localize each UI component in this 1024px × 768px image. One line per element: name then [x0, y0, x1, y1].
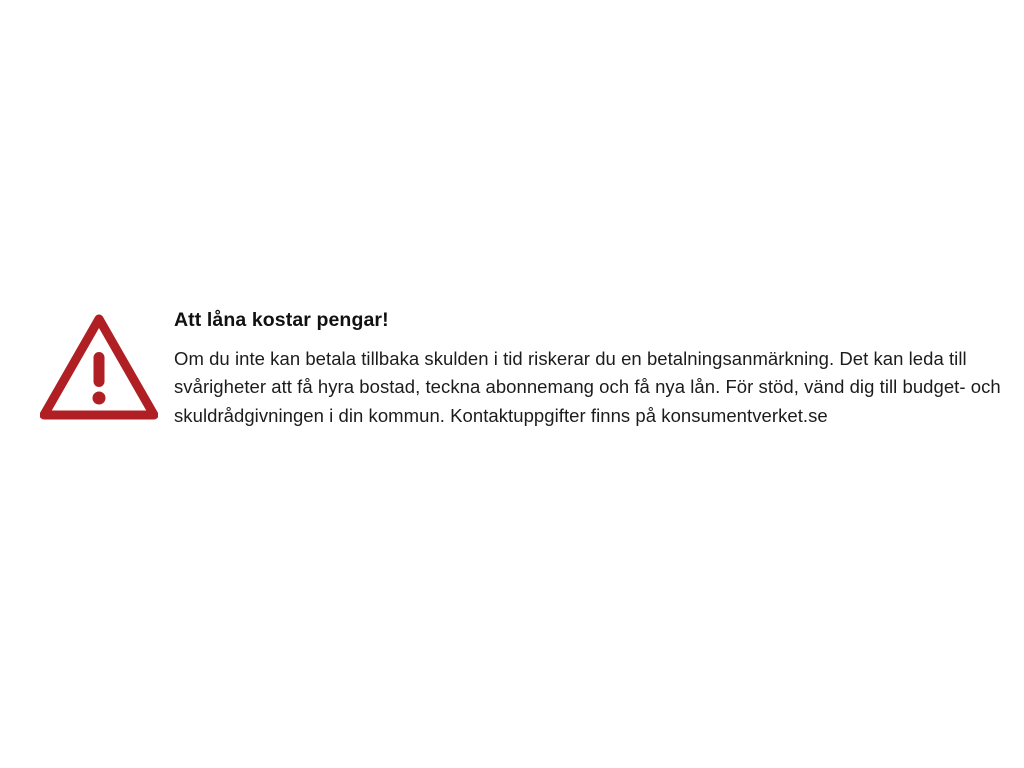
notice-body	[174, 300, 1014, 430]
warning-icon-container	[24, 300, 174, 420]
notice-heading: Att låna kostar pengar!	[174, 309, 389, 331]
warning-triangle-icon	[40, 314, 158, 420]
warning-notice	[24, 300, 1014, 430]
notice-text: Om du inte kan betala tillbaka skulden i tid riskerar du en betalningsanmärkning. Det kan leda till svårigheter att få hyra bostad, teckna abonnemang och få nya lån. För stöd, vänd dig till budget- och skuldrådgivningen i din kommun. Kontaktuppgifter finns på konsumentverket.se	[174, 348, 1001, 426]
